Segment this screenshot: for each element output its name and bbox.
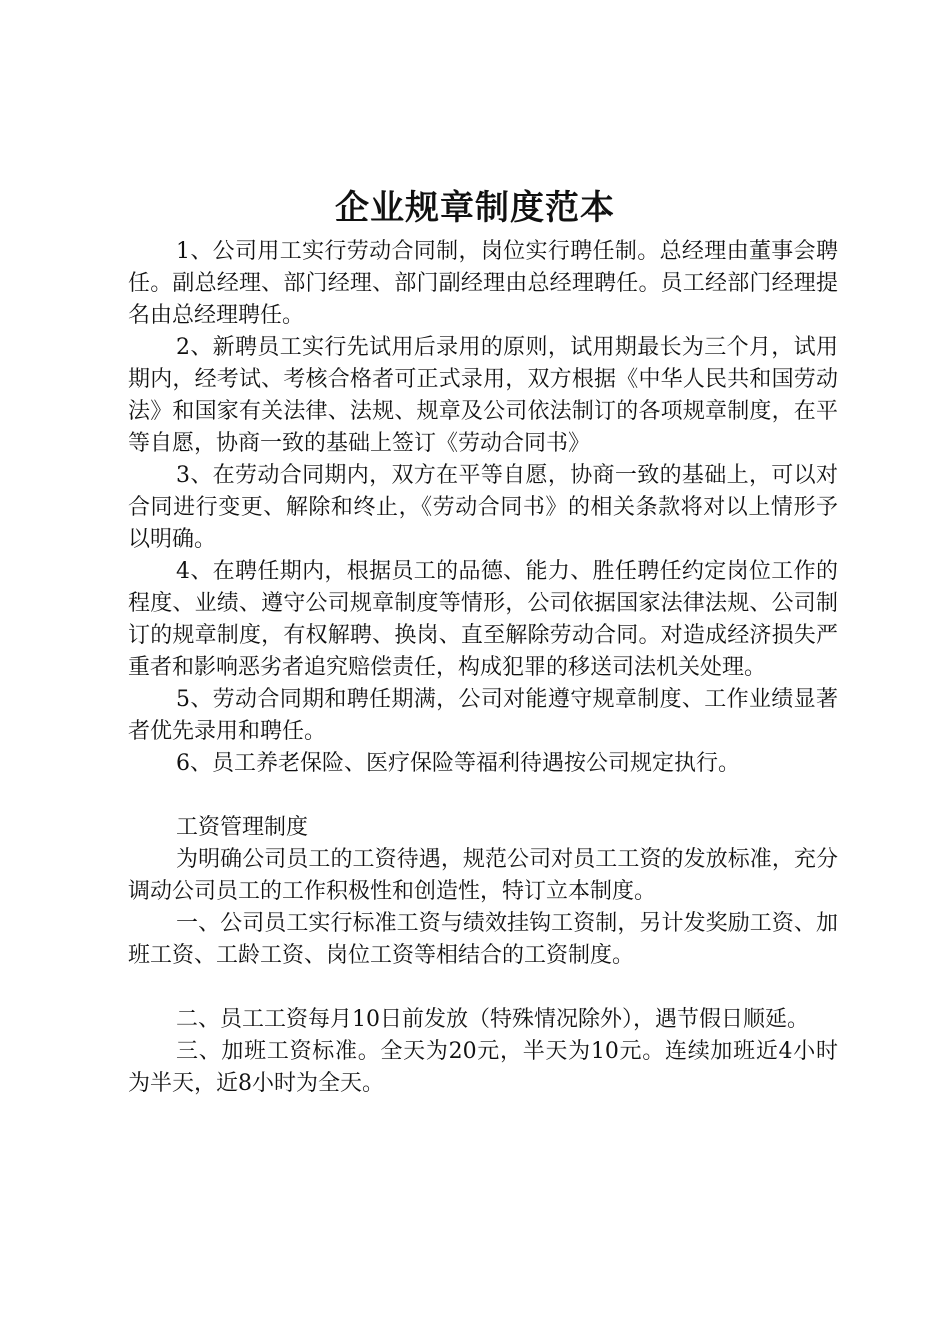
blank-line — [128, 780, 838, 812]
paragraph-6: 6、员工养老保险、医疗保险等福利待遇按公司规定执行。 — [176, 751, 740, 776]
section-heading: 工资管理制度 — [176, 815, 309, 840]
wage-rule-1: 一、公司员工实行标准工资与绩效挂钩工资制，另计发奖励工资、加班工资、工龄工资、岗位工资等相结合的工资制度。 — [128, 911, 838, 968]
document-title: 企业规章制度范本 — [335, 188, 615, 228]
paragraph-5: 5、劳动合同期和聘任期满，公司对能遵守规章制度、工作业绩显著者优先录用和聘任。 — [128, 687, 838, 744]
paragraph-4: 4、在聘任期内，根据员工的品德、能力、胜任聘任约定岗位工作的程度、业绩、遵守公司规章制度等情形，公司依据国家法律法规、公司制订的规章制度，有权解聘、换岗、直至解除劳动合同。对造成经济损失严重者和影响恶劣者追究赔偿责任，构成犯罪的移送司法机关处理。 — [128, 559, 838, 680]
blank-line — [128, 972, 838, 1004]
document-body — [128, 236, 838, 1100]
paragraph-1: 1、公司用工实行劳动合同制，岗位实行聘任制。总经理由董事会聘任。副总经理、部门经理、部门副经理由总经理聘任。员工经部门经理提名由总经理聘任。 — [128, 239, 838, 328]
paragraph-3: 3、在劳动合同期内，双方在平等自愿，协商一致的基础上，可以对合同进行变更、解除和终止，《劳动合同书》的相关条款将对以上情形予以明确。 — [128, 463, 838, 552]
wage-rule-3: 三、加班工资标准。全天为20元，半天为10元。连续加班近4小时为半天，近8小时为全天。 — [128, 1039, 838, 1096]
paragraph-2: 2、新聘员工实行先试用后录用的原则，试用期最长为三个月，试用期内，经考试、考核合格者可正式录用，双方根据《中华人民共和国劳动法》和国家有关法律、法规、规章及公司依法制订的各项规章制度，在平等自愿，协商一致的基础上签订《劳动合同书》 — [128, 335, 838, 456]
wage-rule-2: 二、员工工资每月10日前发放（特殊情况除外），遇节假日顺延。 — [176, 1007, 809, 1032]
section-intro-paragraph: 为明确公司员工的工资待遇，规范公司对员工工资的发放标准，充分调动公司员工的工作积极性和创造性，特订立本制度。 — [128, 847, 838, 904]
